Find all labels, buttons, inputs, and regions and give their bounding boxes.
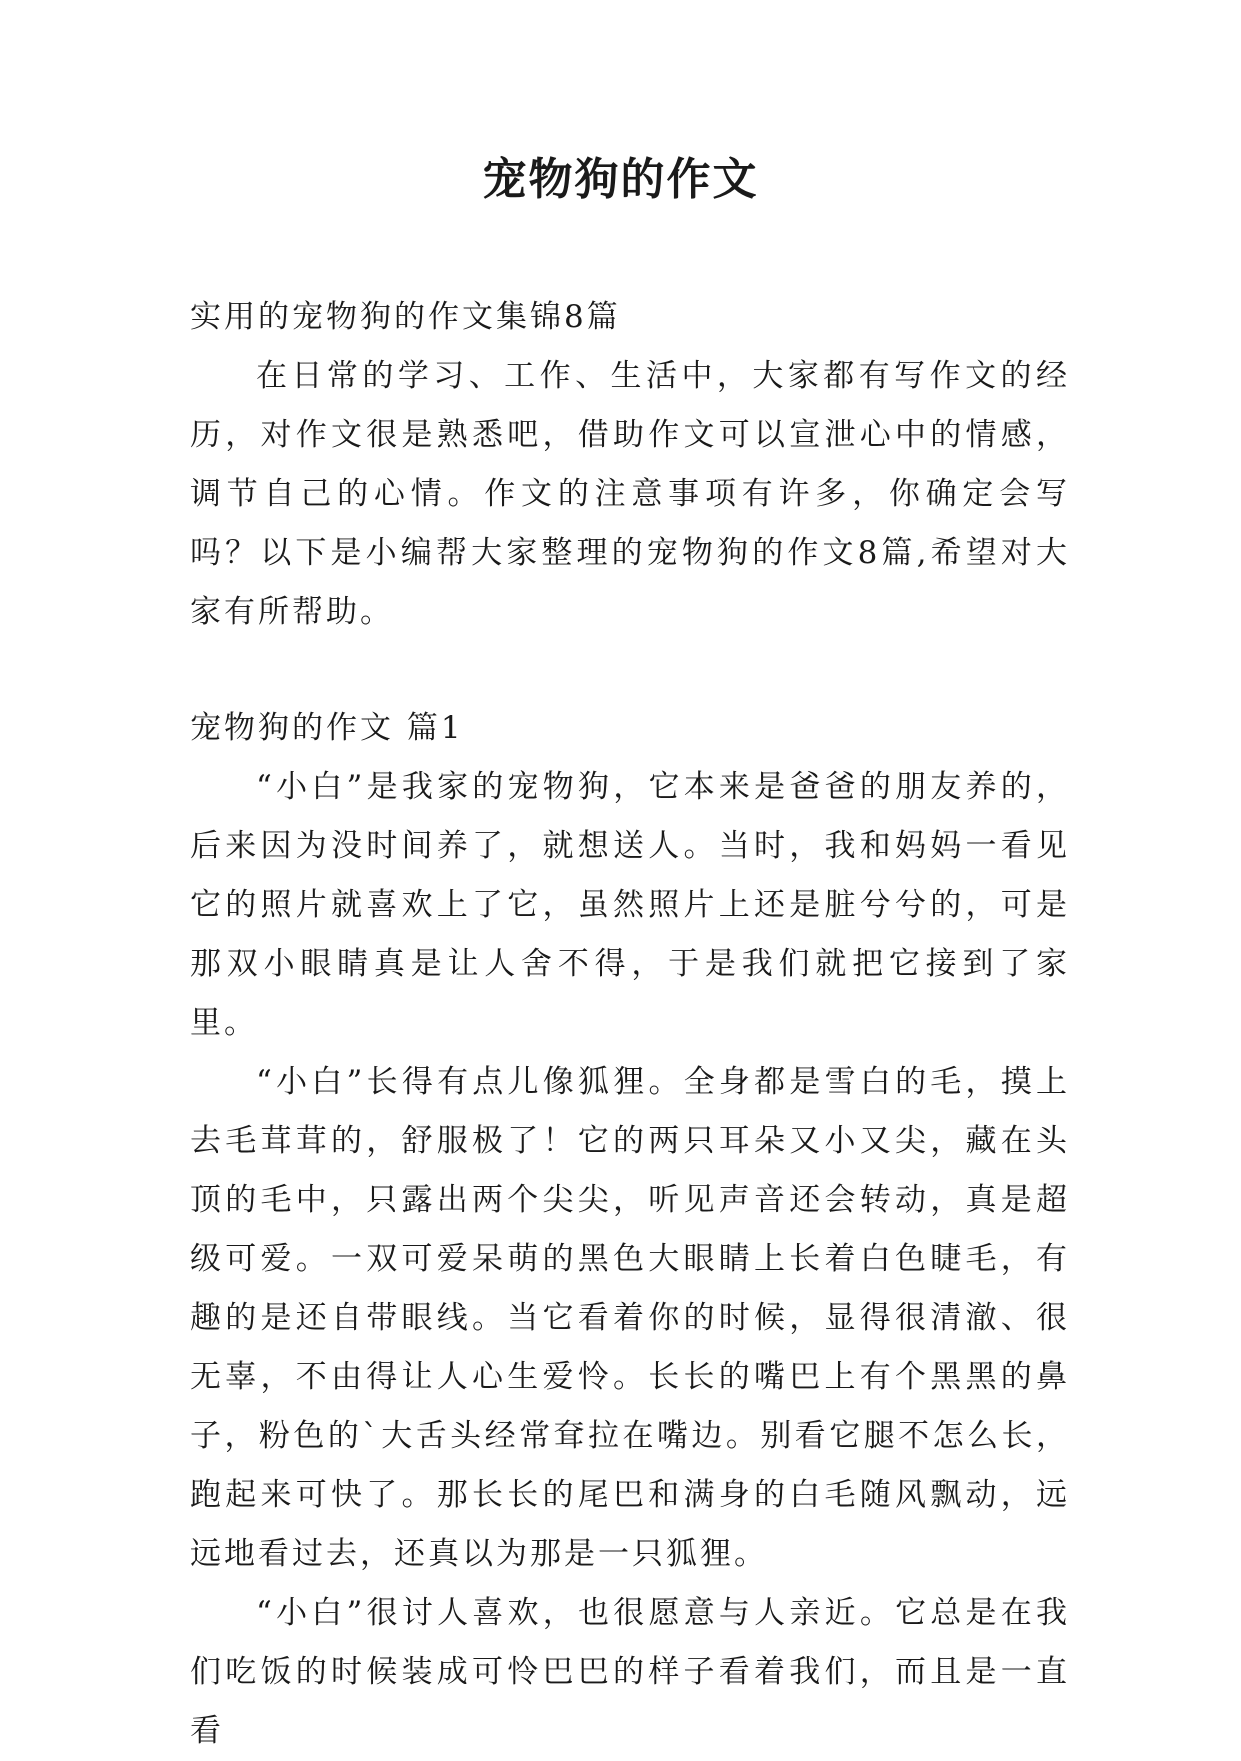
section-heading: 宠物狗的作文 篇1 [190,710,464,746]
body-paragraph: “小白”是我家的宠物狗，它本来是爸爸的朋友养的，后来因为没时间养了，就想送人。当时，我和妈妈一看见它的照片就喜欢上了它，虽然照片上还是脏兮兮的，可是那双小眼睛真是让人舍不得，于是我们就把它接到了家里。 [190,769,1070,1041]
document-subtitle: 实用的宠物狗的作文集锦8篇 [190,299,621,335]
body-paragraph: “小白”很讨人喜欢，也很愿意与人亲近。它总是在我们吃饭的时候装成可怜巴巴的样子看着我们，而且是一直看 [190,1595,1070,1749]
section-spacer [190,642,1070,699]
intro-paragraph: 在日常的学习、工作、生活中，大家都有写作文的经历，对作文很是熟悉吧，借助作文可以宣泄心中的情感，调节自己的心情。作文的注意事项有许多，你确定会写吗？以下是小编帮大家整理的宠物狗的作文8篇,希望对大家有所帮助。 [190,358,1070,630]
body-paragraph: “小白”长得有点儿像狐狸。全身都是雪白的毛，摸上去毛茸茸的，舒服极了！它的两只耳朵又小又尖，藏在头顶的毛中，只露出两个尖尖，听见声音还会转动，真是超级可爱。一双可爱呆萌的黑色大眼睛上长着白色睫毛，有趣的是还自带眼线。当它看着你的时候，显得很清澈、很无辜，不由得让人心生爱怜。长长的嘴巴上有个黑黑的鼻子，粉色的`大舌头经常耷拉在嘴边。别看它腿不怎么长，跑起来可快了。那长长的尾巴和满身的白毛随风飘动，远远地看过去，还真以为那是一只狐狸。 [190,1064,1070,1572]
document-title: 宠物狗的作文 [482,154,759,205]
document-body [190,288,1070,1761]
